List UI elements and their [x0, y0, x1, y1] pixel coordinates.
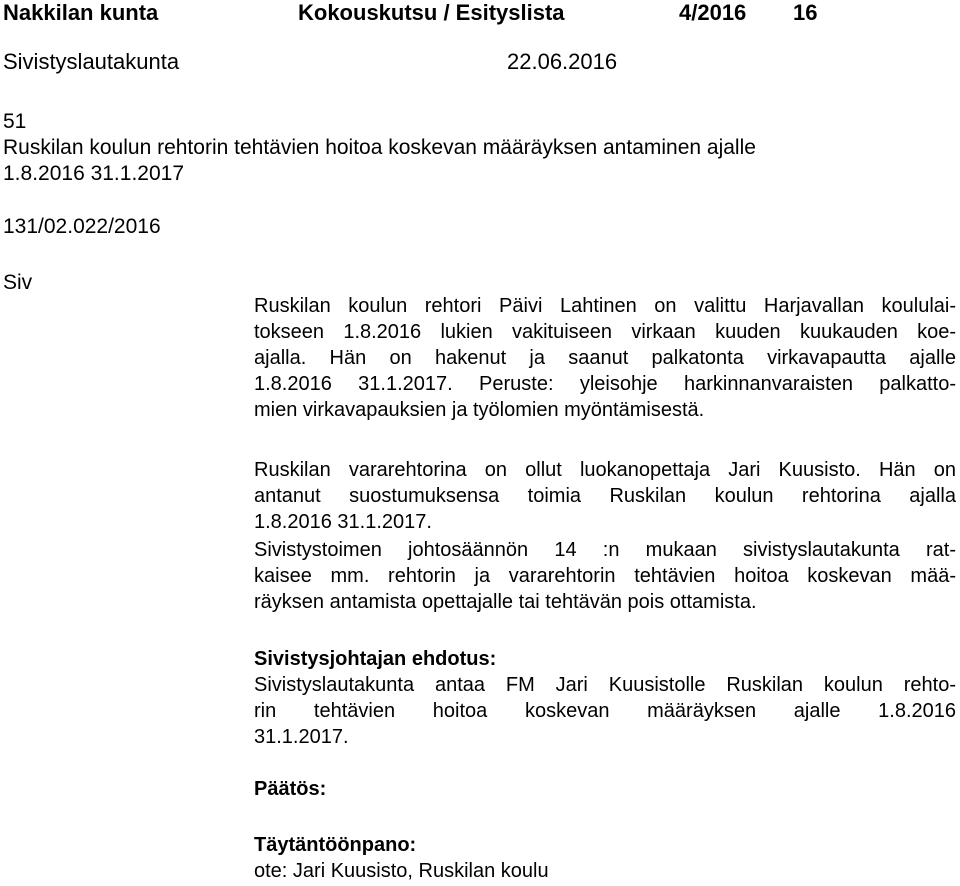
text-line: Sivistystoimen johtosäännön 14 :n mukaan sivistyslautakunta rat-: [254, 539, 956, 561]
decision-heading: Päätös:: [254, 778, 327, 800]
page-number: 16: [793, 0, 818, 25]
item-title-line-2: 1.8.2016 31.1.2017: [3, 162, 185, 185]
text-line: mien virkavapauksien ja työlomien myöntämisestä.: [254, 399, 705, 421]
text-line: 31.1.2017.: [254, 726, 349, 748]
item-title-line-1: Ruskilan koulun rehtorin tehtävien hoitoa koskevan määräyksen antaminen ajalle: [3, 136, 756, 159]
text-line: 1.8.2016 31.1.2017.: [254, 511, 432, 533]
document-number: 4/2016: [679, 0, 747, 25]
paragraph-deputy: [254, 457, 956, 535]
decision-section: [254, 776, 956, 802]
municipality-name: Nakkilan kunta: [3, 0, 159, 25]
execution-section: [254, 832, 956, 884]
file-number: 131/02.022/2016: [3, 215, 161, 238]
paragraph-regulation: [254, 537, 956, 615]
meeting-date: 22.06.2016: [507, 49, 618, 74]
text-line: Ruskilan vararehtorina on ollut luokanopettaja Jari Kuusisto. Hän on: [254, 459, 956, 481]
item-number: 51: [3, 110, 27, 133]
document-type: Kokouskutsu / Esityslista: [298, 0, 565, 25]
proposal-section: [254, 646, 956, 750]
proposal-heading: Sivistysjohtajan ehdotus:: [254, 648, 497, 670]
board-name: Sivistyslautakunta: [3, 49, 180, 74]
paragraph-background: [254, 293, 956, 423]
text-line: kaisee mm. rehtorin ja vararehtorin tehtävien hoitoa koskevan mää-: [254, 565, 956, 587]
text-line: antanut suostumuksensa toimia Ruskilan koulun rehtorina ajalla: [254, 485, 956, 507]
text-line: Ruskilan koulun rehtori Päivi Lahtinen on valittu Harjavallan koululai-: [254, 295, 956, 317]
preparer-code: Siv: [3, 271, 33, 294]
text-line: ajalla. Hän on hakenut ja saanut palkatonta virkavapautta ajalle: [254, 347, 956, 369]
text-line: tokseen 1.8.2016 lukien vakituiseen virkaan kuuden kuukauden koe-: [254, 321, 956, 343]
text-line: rin tehtävien hoitoa koskevan määräyksen ajalle 1.8.2016: [254, 700, 956, 722]
text-line: 1.8.2016 31.1.2017. Peruste: yleisohje harkinnanvaraisten palkatto-: [254, 373, 956, 395]
text-line: räyksen antamista opettajalle tai tehtävän pois ottamista.: [254, 591, 757, 613]
execution-heading: Täytäntöönpano:: [254, 834, 417, 856]
execution-recipients: ote: Jari Kuusisto, Ruskilan koulu: [254, 860, 549, 882]
text-line: Sivistyslautakunta antaa FM Jari Kuusistolle Ruskilan koulun rehto-: [254, 674, 956, 696]
